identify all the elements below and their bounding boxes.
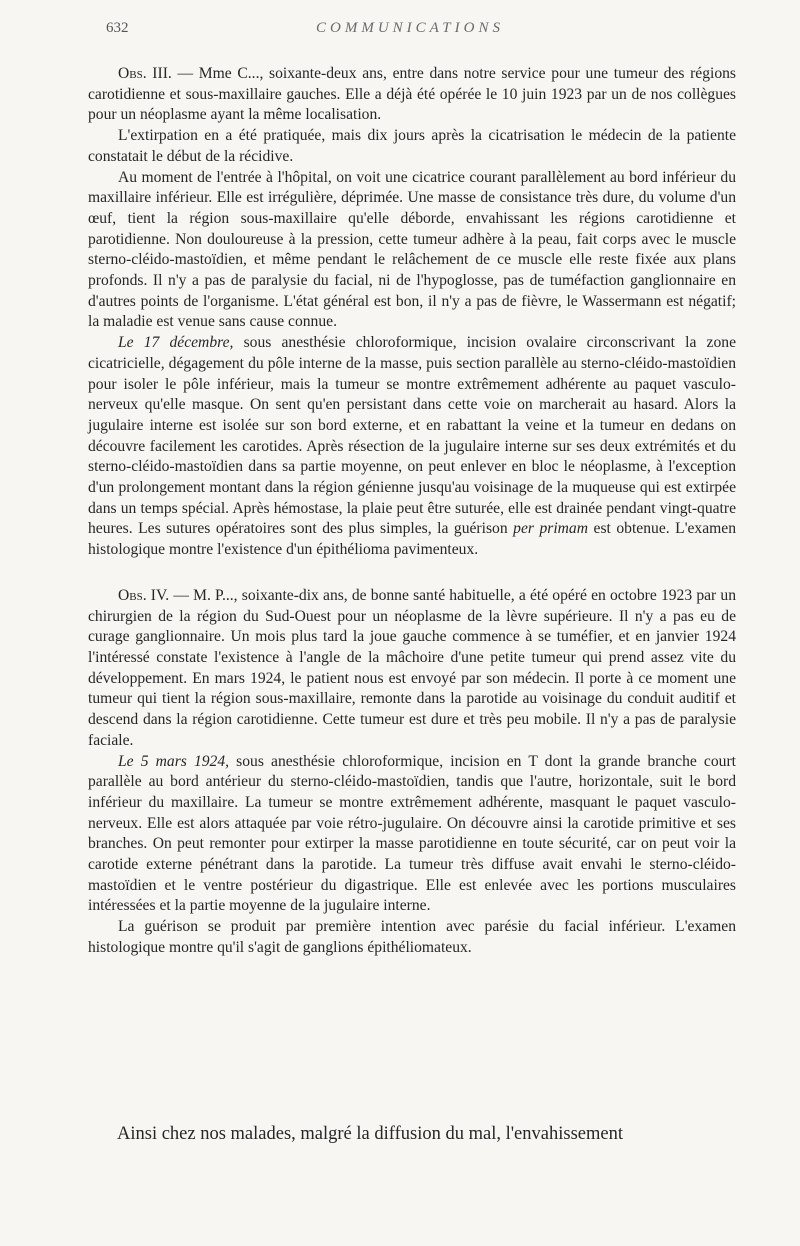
obs3-paragraph-3: Au moment de l'entrée à l'hôpital, on voit une cicatrice courant parallèlement au bord inférieur du maxillaire inférieur. Elle est irrégulière, déprimée. Une masse de consistance très dure, du volume d'un œuf, tient la région sous-maxillaire qu'elle déborde, envahissant les régions carotidienne et parotidienne. Non douloureuse à la pression, cette tumeur adhère à la peau, fait corps avec le muscle sterno-cléido-mastoïdien, et même pendant le relâchement de ce muscle elle reste fixée aux plans profonds. Il n'y a pas de paralysie du facial, ni de l'hypoglosse, pas de tuméfaction ganglionnaire en d'autres points de l'organisme. L'état général est bon, il n'y a pas de fièvre, le Wassermann est négatif; la maladie est venue sans cause connue. <box>88 168 736 331</box>
page-number: 632 <box>106 20 129 36</box>
obs3-latin: per primam <box>513 520 588 538</box>
obs4-paragraph-2 <box>88 752 736 918</box>
obs3-date: Le 17 décembre, <box>118 334 234 352</box>
body-text <box>88 64 736 959</box>
page-header <box>106 20 700 42</box>
obs4-date: Le 5 mars 1924, <box>118 752 230 770</box>
obs4-label: Obs. IV. <box>118 586 170 604</box>
obs4-text-2: sous anesthésie chloroformique, incision en T dont la grande branche court parallèle au bord antérieur du sterno-cléido-mastoïdien, tandis que l'autre, horizontale, suit le bord inférieur du maxillaire. La tumeur se montre extrêmement adhérente, masquant le paquet vasculo-nerveux. Elle est alors attaquée par voie rétro-jugulaire. On découvre ainsi la carotide primitive et ses branches. On peut remonter pour extirper la masse parotidienne en toute sécurité, car on peut voir la carotide externe pénétrant dans la parotide. La tumeur très diffuse avait envahi le sterno-cléido-mastoïdien et le ventre postérieur du digastrique. Elle est enlevée avec les portions musculaires intéressées et la partie moyenne de la jugulaire interne. <box>88 752 736 915</box>
obs3-text-4b: est obtenue. L'examen histologique montre l'existence d'un épithélioma pavimenteux. <box>88 520 736 559</box>
closing-line: Ainsi chez nos malades, malgré la diffusion du mal, l'envahissement <box>117 1124 623 1144</box>
obs3-paragraph-1 <box>88 64 736 126</box>
obs3-text-1: — Mme C..., soixante-deux ans, entre dans notre service pour une tumeur des régions carotidienne et sous-maxillaire gauches. Elle a déjà été opérée le 10 juin 1923 par un de nos collègues pour un néoplasme ayant la même localisation. <box>88 65 736 124</box>
running-head: COMMUNICATIONS <box>316 20 504 36</box>
obs4-paragraph-3: La guérison se produit par première intention avec parésie du facial inférieur. L'examen histologique montre qu'il s'agit de ganglions épithéliomateux. <box>88 918 736 956</box>
obs4-paragraph-1 <box>88 586 736 752</box>
section-gap <box>88 561 736 586</box>
obs3-text-4a: sous anesthésie chloroformique, incision ovalaire circonscrivant la zone cicatricielle, dégagement du pôle interne de la masse, puis section parallèle au sterno-cléido-mastoïdien pour isoler le pôle inférieur, mais la tumeur se montre extrêmement adhérente au paquet vasculo-nerveux qu'elle masque. On sent qu'en persistant dans cette voie on marcherait au hasard. Alors la jugulaire interne est isolée sur son bord externe, et en rabattant la veine et la tumeur en dedans on découvre facilement les carotides. Après résection de la jugulaire interne sur ses deux extrémités et du sterno-cléido-mastoïdien dans sa partie moyenne, on peut enlever en bloc le néoplasme, à l'exception d'un prolongement montant dans la région génienne jusqu'au voisinage de la muqueuse qui est extirpée dans un temps spécial. Après hémostase, la plaie peut être suturée, elle est drainée pendant vingt-quatre heures. Les sutures opératoires sont des plus simples, la guérison <box>88 334 736 538</box>
obs3-paragraph-2: L'extirpation en a été pratiquée, mais dix jours après la cicatrisation le médecin de la patiente constatait le début de la récidive. <box>88 127 736 165</box>
obs3-paragraph-4 <box>88 333 736 561</box>
obs3-label: Obs. III. <box>118 65 172 82</box>
obs4-text-1: — M. P..., soixante-dix ans, de bonne santé habituelle, a été opéré en octobre 1923 par un chirurgien de la région du Sud-Ouest pour un néoplasme de la lèvre supérieure. Il n'y a pas eu de curage ganglionnaire. Un mois plus tard la joue gauche commence à se tuméfier, et en janvier 1924 l'intéressé constate l'existence à l'angle de la mâchoire d'une petite tumeur qui prend assez vite du développement. En mars 1924, le patient nous est envoyé par son médecin. Il porte à ce moment une tumeur qui tient la région sous-maxillaire, remonte dans la parotide au voisinage du conduit auditif et descend dans la région carotidienne. Cette tumeur est dure et très peu mobile. Il n'y a pas de paralysie faciale. <box>88 586 736 749</box>
